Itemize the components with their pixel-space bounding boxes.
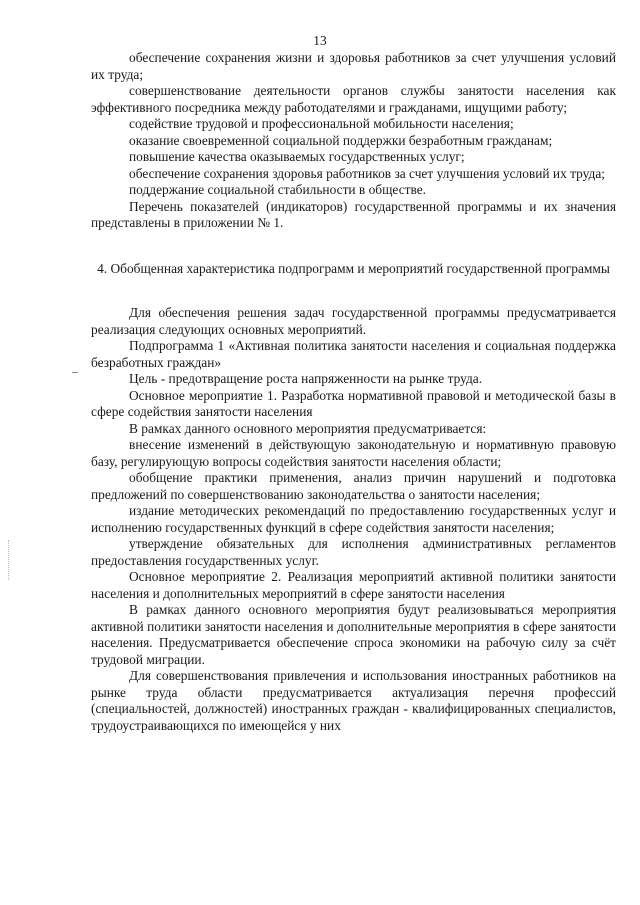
paragraph: оказание своевременной социальной поддержки безработным гражданам; [129, 132, 553, 148]
paragraph: обеспечение сохранения жизни и здоровья работников за счет улучшения условий их труда; [91, 50, 616, 82]
paragraph: обеспечение сохранения здоровья работников за счет улучшения условий их труда; [129, 165, 605, 181]
paragraph: Цель - предотвращение роста напряженности на рынке труда. [129, 371, 483, 386]
paragraph: Основное мероприятие 1. Разработка нормативной правовой и методической базы в сфере содействия занятости населения [91, 387, 616, 419]
paragraph: Подпрограмма 1 «Активная политика занятости населения и социальная поддержка безработных граждан» [91, 338, 616, 370]
paragraph: В рамках данного основного мероприятия предусматривается: [129, 420, 487, 436]
paragraph: обобщение практики применения, анализ причин нарушений и подготовка предложений по совершенствованию законодательства о занятости населения; [91, 470, 616, 502]
margin-dots [8, 540, 10, 580]
paragraph: утверждение обязательных для исполнения административных регламентов предоставления государственных услуг. [91, 536, 616, 568]
paragraph: Перечень показателей (индикаторов) государственной программы и их значения представлены в приложении № 1. [91, 198, 616, 230]
section-heading: 4. Обобщенная характеристика подпрограмм и мероприятий государственной программы [97, 260, 610, 276]
paragraph: В рамках данного основного мероприятия будут реализовываться мероприятия активной политики занятости населения и дополнительные мероприятия в сфере занятости населения. Предусматривается обеспечение спроса экономики на рабочую силу за счёт трудовой миграции. [91, 602, 616, 667]
paragraph: издание методических рекомендаций по предоставлению государственных услуг и исполнению государственных функций в сфере содействия занятости населения; [91, 503, 616, 535]
paragraph: Для обеспечения решения задач государственной программы предусматривается реализация следующих основных мероприятий. [91, 305, 616, 337]
page-body [91, 50, 616, 734]
paragraph: поддержание социальной стабильности в обществе. [129, 182, 427, 197]
paragraph: внесение изменений в действующую законодательную и нормативную правовую базу, регулирующую вопросы содействия занятости населения области; [91, 437, 616, 469]
paragraph: совершенствование деятельности органов службы занятости населения как эффективного посредника между работодателями и гражданами, ищущими работу; [91, 83, 616, 115]
paragraph: повышение качества оказываемых государственных услуг; [129, 149, 465, 164]
margin-mark [72, 372, 78, 373]
paragraph: Для совершенствования привлечения и использования иностранных работников на рынке труда области предусматривается актуализация перечня профессий (специальностей, должностей) иностранных граждан - квалифицированных специалистов, трудоустраивающихся по имеющейся у них [91, 668, 616, 733]
paragraph: содействие трудовой и профессиональной мобильности населения; [129, 116, 514, 131]
paragraph: Основное мероприятие 2. Реализация мероприятий активной политики занятости населения и дополнительных мероприятий в сфере занятости населения [91, 569, 616, 601]
page-number: 13 [313, 33, 327, 48]
